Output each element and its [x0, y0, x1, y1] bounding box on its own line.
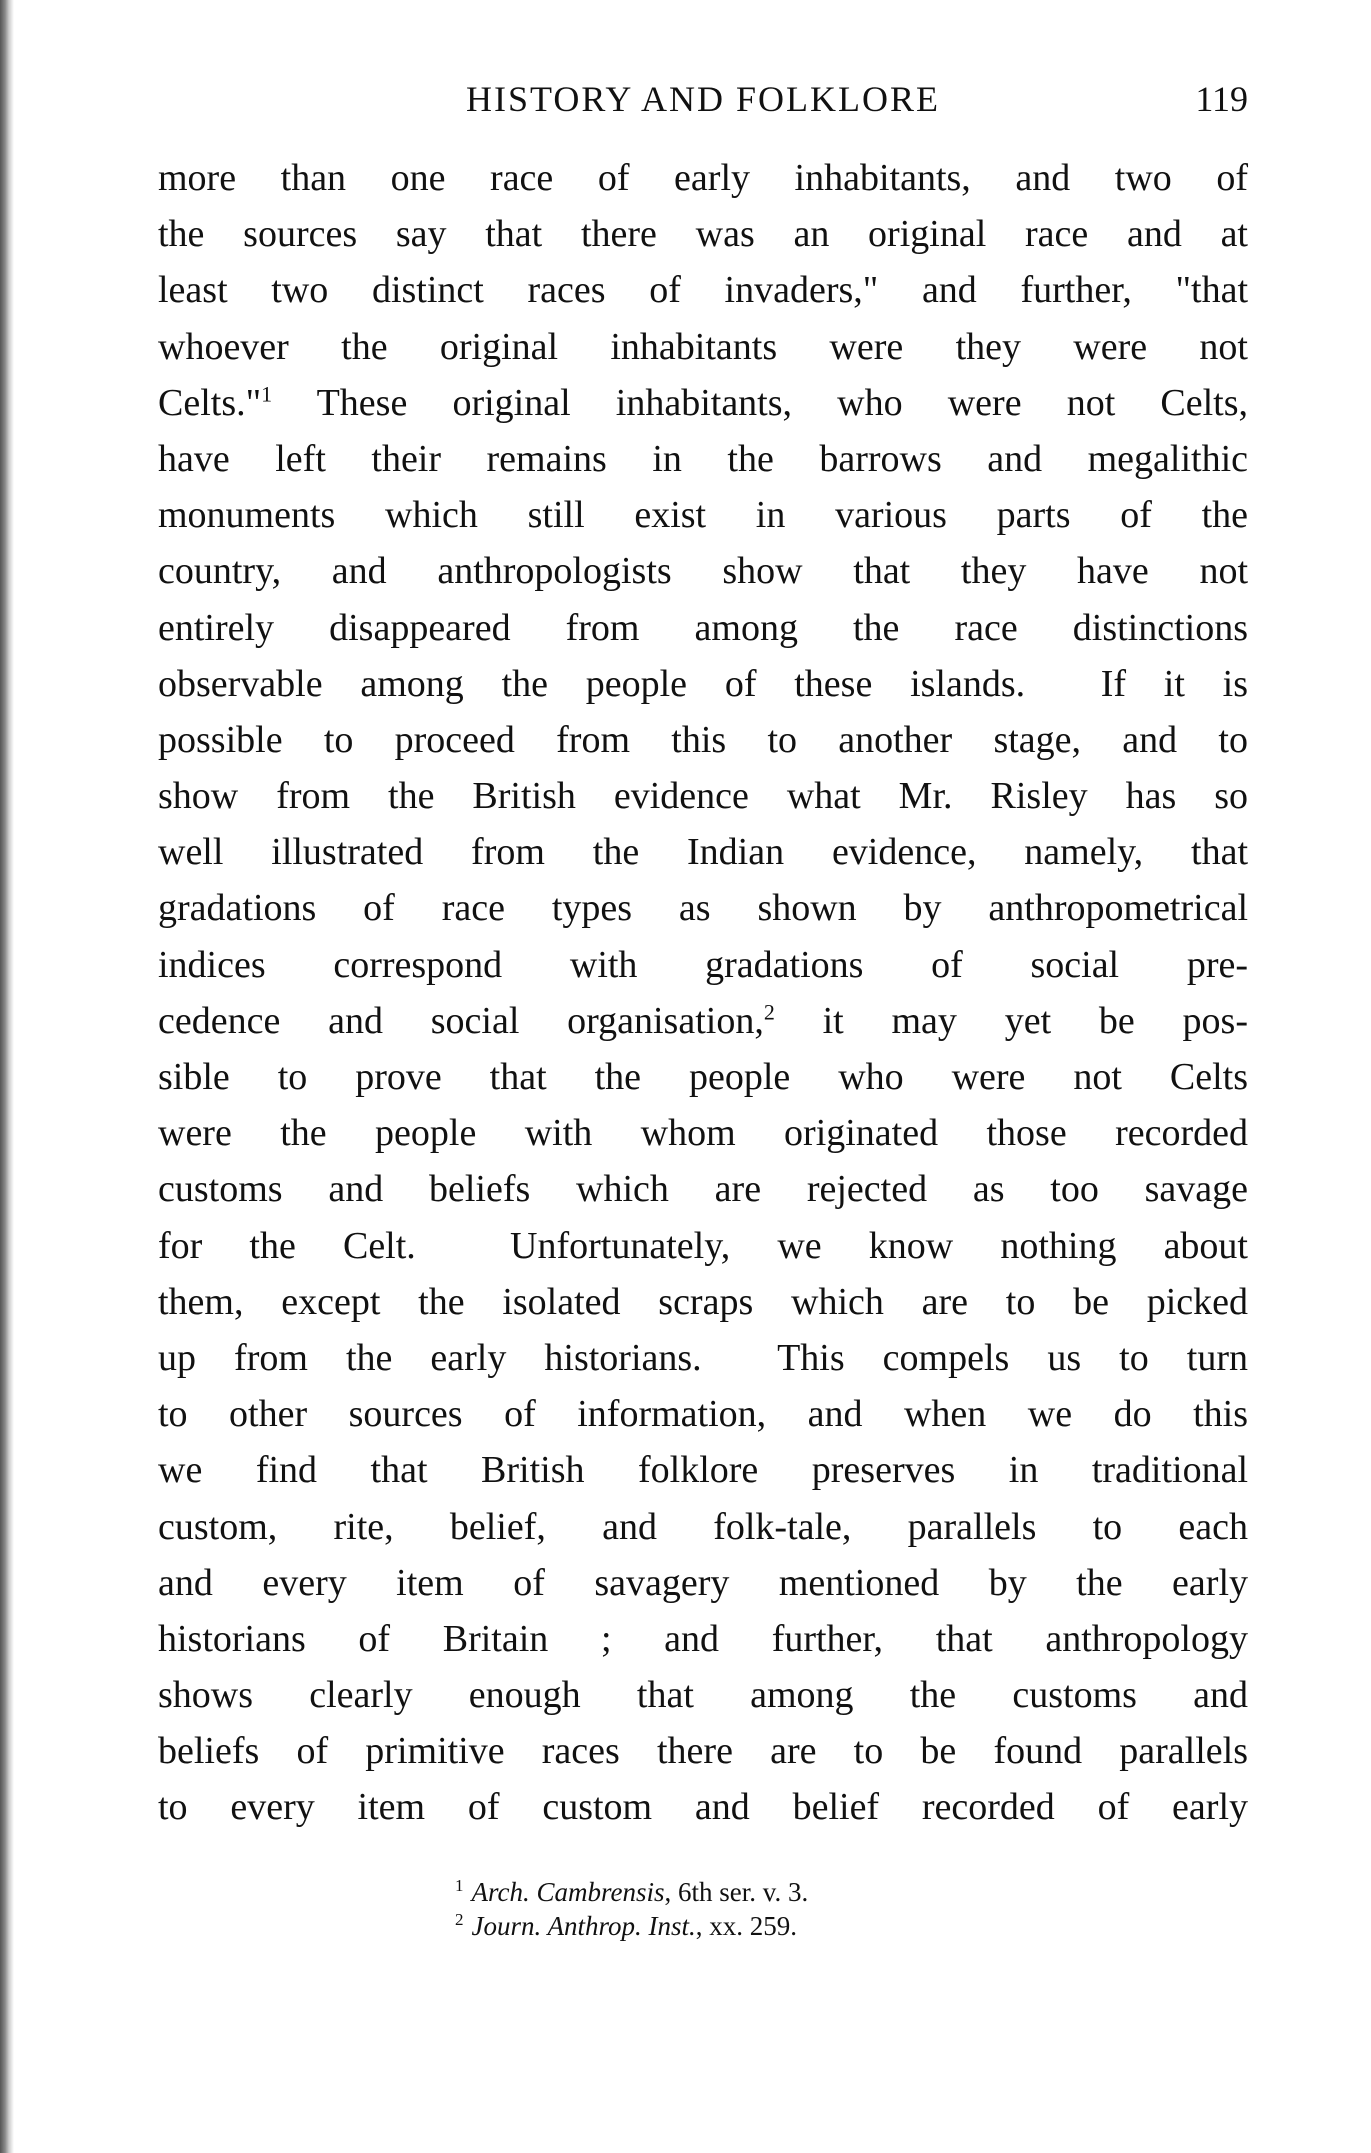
footnote-source: Journ. Anthrop. Inst.	[471, 1911, 696, 1941]
footnote-ref: 1	[261, 381, 273, 407]
footnotes	[455, 1875, 808, 1943]
line-text: gradations of race types as shown by anthropometrical	[158, 887, 1248, 930]
text-line	[158, 206, 1248, 262]
text-line	[158, 1499, 1248, 1555]
line-text: show from the British evidence what Mr. Risley has so	[158, 775, 1248, 818]
text-line	[158, 375, 1248, 431]
text-line	[158, 1105, 1248, 1161]
text-line	[158, 487, 1248, 543]
text-line	[158, 431, 1248, 487]
text-line	[158, 937, 1248, 993]
text-line	[158, 600, 1248, 656]
footnote	[455, 1909, 808, 1943]
text-line	[158, 1667, 1248, 1723]
footnote-number: 1	[455, 1876, 464, 1895]
text-line	[158, 1386, 1248, 1442]
page-header	[158, 78, 1248, 128]
text-line	[158, 656, 1248, 712]
line-text: entirely disappeared from among the race distinctions	[158, 606, 1248, 649]
line-text: the sources say that there was an original race and at	[158, 213, 1248, 256]
line-text: observable among the people of these islands. If it is	[158, 662, 1248, 705]
line-text: have left their remains in the barrows and megalithic	[158, 437, 1248, 480]
line-text: were the people with whom originated those recorded	[158, 1112, 1248, 1155]
running-title: HISTORY AND FOLKLORE	[465, 79, 941, 119]
line-text: it may yet be pos-	[774, 999, 1248, 1042]
text-line	[158, 543, 1248, 599]
line-text: well illustrated from the Indian evidence, namely, that	[158, 831, 1248, 874]
line-text: to other sources of information, and when we do this	[158, 1393, 1248, 1436]
line-text: whoever the original inhabitants were they were not	[158, 325, 1248, 368]
text-line	[158, 1161, 1248, 1217]
line-text: to every item of custom and belief recorded of early	[158, 1786, 1248, 1829]
text-line	[158, 824, 1248, 880]
line-text: customs and beliefs which are rejected as too savage	[158, 1168, 1248, 1211]
line-text: cedence and social organisation,	[158, 999, 764, 1042]
text-line	[158, 1274, 1248, 1330]
footnote-ref: 2	[763, 999, 775, 1025]
text-line	[158, 262, 1248, 318]
footnote	[455, 1875, 808, 1909]
line-text: we find that British folklore preserves in traditional	[158, 1449, 1248, 1492]
line-text: country, and anthropologists show that they have not	[158, 550, 1248, 593]
line-text: them, except the isolated scraps which are to be picked	[158, 1280, 1248, 1323]
line-text: shows clearly enough that among the customs and	[158, 1674, 1248, 1717]
text-line	[158, 1723, 1248, 1779]
page-number: 119	[1195, 79, 1248, 119]
text-line	[158, 768, 1248, 824]
line-text: sible to prove that the people who were not Celts	[158, 1056, 1248, 1098]
line-text: and every item of savagery mentioned by the early	[158, 1561, 1248, 1604]
line-text: more than one race of early inhabitants, and two of	[158, 157, 1248, 199]
line-text: monuments which still exist in various parts of the	[158, 494, 1248, 537]
footnote-detail: , xx. 259.	[695, 1911, 798, 1941]
line-text: possible to proceed from this to another stage, and to	[158, 718, 1248, 761]
text-line	[158, 1611, 1248, 1667]
text-line	[158, 1049, 1248, 1105]
text-line	[158, 1330, 1248, 1386]
line-text: for the Celt. Unfortunately, we know nothing about	[158, 1224, 1248, 1267]
text-line	[158, 150, 1248, 206]
text-line	[158, 1779, 1248, 1835]
text-line	[158, 319, 1248, 375]
text-line	[158, 1442, 1248, 1498]
line-text: beliefs of primitive races there are to be found parallels	[158, 1730, 1248, 1773]
line-text: historians of Britain ; and further, that anthropology	[158, 1617, 1248, 1660]
text-line	[158, 1555, 1248, 1611]
line-text: custom, rite, belief, and folk-tale, parallels to each	[158, 1505, 1248, 1548]
line-text: up from the early historians. This compels us to turn	[158, 1336, 1248, 1379]
footnote-source: Arch. Cambrensis	[471, 1877, 665, 1907]
footnote-number: 2	[455, 1910, 464, 1929]
line-text: These original inhabitants, who were not Celts,	[272, 381, 1248, 424]
text-line	[158, 880, 1248, 936]
line-text: least two distinct races of invaders," and further, "that	[158, 269, 1248, 312]
body-text	[158, 150, 1248, 1836]
text-line	[158, 993, 1248, 1049]
text-line	[158, 712, 1248, 768]
footnote-detail: , 6th ser. v. 3.	[664, 1877, 809, 1907]
book-binding-edge	[0, 0, 14, 2153]
line-text: Celts."	[158, 381, 262, 424]
text-line	[158, 1218, 1248, 1274]
line-text: indices correspond with gradations of social pre-	[158, 943, 1248, 986]
